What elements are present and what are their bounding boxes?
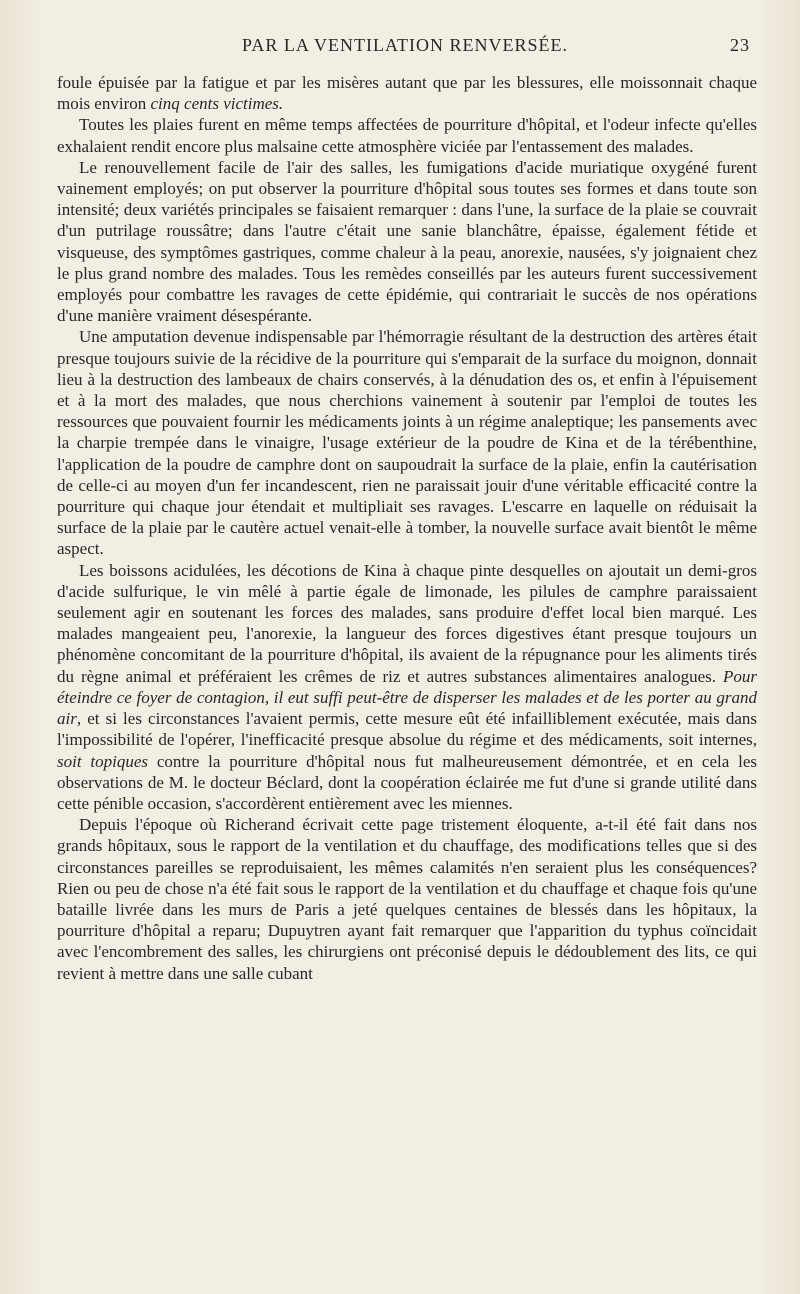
paragraph xyxy=(57,157,757,327)
body-text xyxy=(57,72,757,984)
paragraph xyxy=(57,114,757,156)
paragraph xyxy=(57,72,757,114)
text-run: foule épuisée par la fatigue et par les misères autant que par les blessures, elle moissonnait chaque mois environ xyxy=(57,73,757,114)
text-run: , et si les circonstances l'avaient permis, cette mesure eût été infailliblement exécutée, mais dans l'impossibilité de l'opérer, l'inefficacité presque absolue du régime et des médicaments, soit internes, xyxy=(57,709,757,750)
paragraph xyxy=(57,560,757,814)
running-head-title: PAR LA VENTILATION RENVERSÉE. xyxy=(241,35,568,55)
text-run: Depuis l'époque où Richerand écrivait cette page tristement éloquente, a-t-il été fait dans nos grands hôpitaux, sous le rapport de la ventilation et du chauffage, des modifications telles que si des circonstances pareilles se reproduisaient, les mêmes calamités n'en seraient plus les conséquences? Rien ou peu de chose n'a été fait sous le rapport de la ventilation et du chauffage et chaque fois qu'une bataille livrée dans les murs de Paris a jeté quelques centaines de blessés dans les hôpitaux, la pourriture d'hôpital a reparu; Dupuytren ayant fait remarquer que l'apparition du typhus coïncidait avec l'encombrement des salles, les chirurgiens ont préconisé depuis le dédoublement des lits, ce qui revient à mettre dans une salle cubant xyxy=(57,815,757,983)
running-head xyxy=(60,35,750,63)
paragraph xyxy=(57,326,757,559)
text-run: Les boissons acidulées, les décotions de Kina à chaque pinte desquelles on ajoutait un demi-gros d'acide sulfurique, le vin mêlé à partie égale de limonade, les pilules de camphre paraissaient seulement agir en soutenant les forces des malades, sans produire d'effet local bien marqué. Les malades mangeaient peu, l'anorexie, la langueur des forces digestives étant presque toujours un phénomène concomitant de la pourriture d'hôpital, ils avaient de la répugnance pour les aliments tirés du règne animal et préféraient les crêmes de riz et autres substances alimentaires analogues. xyxy=(57,560,757,686)
text-run-italic: cinq cents victimes. xyxy=(150,94,284,114)
text-run: Toutes les plaies furent en même temps affectées de pourriture d'hôpital, et l'odeur infecte qu'elles exhalaient rendit encore plus malsaine cette atmosphère viciée par l'entassement des malades. xyxy=(57,115,757,156)
text-run: contre la pourriture d'hôpital nous fut malheureusement démontrée, et en cela les observations de M. le docteur Béclard, dont la coopération éclairée me fut d'une si grande utilité dans cette pénible occasion, s'accordèrent entièrement avec les miennes. xyxy=(57,751,757,813)
text-run-italic: soit topiques xyxy=(57,751,149,771)
page-number: 23 xyxy=(730,35,750,55)
text-run: Le renouvellement facile de l'air des salles, les fumigations d'acide muriatique oxygéné furent vainement employés; on put observer la pourriture d'hôpital sous toutes ses formes et dans toute son intensité; deux variétés principales se faisaient remarquer : dans l'une, la surface de la plaie se couvrait d'un putrilage roussâtre; dans l'autre c'était une sanie blanchâtre, épaisse, également fétide et visqueuse, des symptômes gastriques, comme chaleur à la peau, anorexie, nausées, s'y joignaient chez le plus grand nombre des malades. Tous les remèdes conseillés par les auteurs furent successivement employés pour combattre les ravages de cette épidémie, qui contrariait le succès de nos opérations d'une manière vraiment désespérante. xyxy=(57,157,757,326)
text-run: Une amputation devenue indispensable par l'hémorragie résultant de la destruction des artères était presque toujours suivie de la récidive de la pourriture qui s'emparait de la surface du moignon, donnait lieu à la destruction des lambeaux de chairs conservés, à la dénudation des os, et enfin à l'épuisement et à la mort des malades, que nous cherchions vainement à soutenir par l'emploi de toutes les ressources que pouvaient fournir les médicaments joints à un régime analeptique; les pansements avec la charpie trempée dans le vinaigre, l'usage extérieur de la poudre de Kina et de la térébenthine, l'application de la poudre de camphre dont on saupoudrait la surface de la plaie, enfin la cautérisation de celle-ci au moyen d'un fer incandescent, rien ne paraissait jouir d'une véritable efficacité contre la pourriture qui chaque jour étendait et multipliait ses ravages. L'escarre en laquelle on réduisait la surface de la plaie par le cautère actuel venait-elle à tomber, la nouvelle surface avait bientôt le même aspect. xyxy=(57,327,757,559)
text-run-italic: Pour éteindre ce foyer de contagion, il eut suffi peut-être de disperser les malades et de les porter au grand air xyxy=(57,666,757,729)
paragraph xyxy=(57,814,757,984)
